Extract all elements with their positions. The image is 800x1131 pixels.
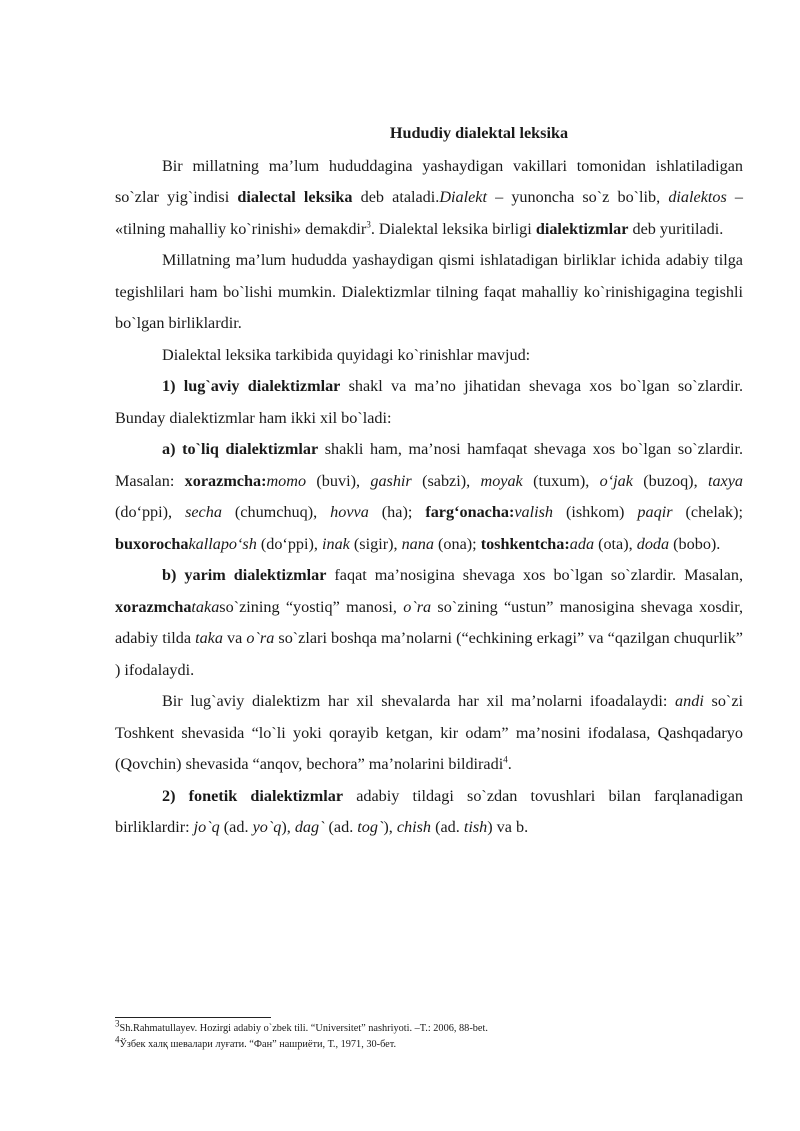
footnote-text: Sh.Rahmatullayev. Hozirgi adabiy o`zbek tili. “Universitet” nashriyoti. –T.: 2006, 88-bet. bbox=[119, 1023, 488, 1034]
text: deb yuritiladi. bbox=[628, 219, 724, 238]
label-toshkentcha: toshkentcha: bbox=[480, 534, 570, 553]
paragraph-6 bbox=[115, 560, 743, 686]
paragraph-5 bbox=[115, 434, 743, 560]
text: ), bbox=[281, 818, 295, 836]
example-word: ada bbox=[569, 534, 595, 553]
footnote-ref-4: 4 bbox=[503, 754, 508, 765]
text: (buzoq), bbox=[632, 471, 708, 490]
example-word: o`ra bbox=[403, 597, 432, 616]
text: (sabzi), bbox=[411, 471, 481, 490]
term-dialectal-leksika: dialectal leksika bbox=[237, 188, 353, 206]
example-word: o‘jak bbox=[599, 471, 633, 490]
example-word: tish bbox=[463, 818, 488, 836]
text: shakl va ma’no jihatidan shevaga xos bo`lgan so`zlardir. Bunday dialektizmlar ham ikki xil bo`ladi: bbox=[115, 377, 743, 427]
page-title: Hududiy dialektal leksika bbox=[389, 124, 569, 142]
text: . Dialektal leksika birligi bbox=[370, 219, 536, 238]
text: so`zining “ustun” manosigina shevaga xosdir, adabiy tilda bbox=[115, 597, 744, 647]
text: so`zlari boshqa ma’nolarni (“echkining erkagi” va “qazilgan chuqurlik” ) ifodalaydi. bbox=[115, 629, 743, 679]
text: . bbox=[507, 755, 512, 773]
text: (ad. bbox=[219, 818, 253, 836]
example-word: doda bbox=[636, 534, 670, 553]
paragraph-3: Dialektal leksika tarkibida quyidagi ko`rinishlar mavjud: bbox=[162, 345, 531, 364]
text: faqat ma’nosigina shevaga xos bo`lgan so`zlardir. Masalan, bbox=[326, 566, 743, 584]
example-word: taxya bbox=[707, 471, 744, 490]
example-word: taka bbox=[191, 597, 220, 616]
example-word: valish bbox=[514, 503, 554, 521]
text: so`zining “yostiq” manosi, bbox=[219, 597, 404, 616]
heading-yarim: b) yarim dialektizmlar bbox=[162, 566, 327, 584]
example-word: hovva bbox=[330, 503, 369, 521]
paragraph-2: Millatning ma’lum hududda yashaydigan qismi ishlatadigan birliklar ichida adabiy tilga tegishlilari ham bo`lishi mumkin. Dialektizmlar tilning faqat mahalliy ko`rinishigagina tegishli bo`lgan birliklardir. bbox=[115, 251, 743, 332]
term-dialekt: Dialekt bbox=[439, 188, 487, 206]
example-word: inak bbox=[322, 534, 350, 553]
example-word: paqir bbox=[637, 503, 673, 521]
example-word: moyak bbox=[480, 471, 523, 490]
heading-fonetik: 2) fonetik dialektizmlar bbox=[162, 786, 344, 805]
example-word: nana bbox=[401, 534, 434, 553]
text: (ota), bbox=[594, 534, 637, 553]
label-fargonacha: farg‘onacha: bbox=[425, 503, 515, 521]
text: adabiy tildagi so`zdan tovushlari bilan farqlanadigan birliklardir: bbox=[115, 786, 743, 836]
text: (ad. bbox=[431, 818, 464, 836]
text: (ad. bbox=[324, 818, 358, 836]
text: (chumchuq), bbox=[221, 503, 331, 521]
document-body bbox=[115, 118, 743, 844]
text: shakli ham, ma’nosi hamfaqat shevaga xos bo`lgan so`zlardir. Masalan: bbox=[115, 440, 744, 490]
text: (ha); bbox=[368, 503, 426, 521]
footnote-3 bbox=[115, 1018, 755, 1037]
label-xorazmcha: xorazmcha: bbox=[184, 471, 267, 490]
example-word: taka bbox=[195, 629, 223, 647]
example-word: chish bbox=[396, 818, 432, 836]
footnote-4 bbox=[115, 1034, 755, 1053]
paragraph-8 bbox=[115, 781, 743, 844]
text: (do‘ppi), bbox=[115, 503, 186, 521]
example-word: dag` bbox=[294, 818, 325, 836]
footnote-separator bbox=[115, 1017, 271, 1018]
example-word: jo`q bbox=[193, 818, 220, 836]
label-xorazmcha: xorazmcha bbox=[115, 597, 192, 616]
example-word: momo bbox=[266, 471, 307, 490]
footnote-mark: 3 bbox=[115, 1018, 120, 1029]
text: deb ataladi. bbox=[352, 188, 440, 206]
text: (tuxum), bbox=[522, 471, 600, 490]
example-word: tog` bbox=[357, 818, 384, 836]
example-word: o`ra bbox=[246, 629, 275, 647]
paragraph-1 bbox=[115, 151, 743, 246]
text: (sigir), bbox=[349, 534, 402, 553]
text: (buvi), bbox=[306, 471, 371, 490]
text: (ona); bbox=[433, 534, 481, 553]
text: Bir lug`aviy dialektizm har xil shevalarda har xil ma’nolarni ifoadalaydi: bbox=[162, 692, 676, 710]
paragraph-4 bbox=[115, 371, 743, 434]
term-dialektos: dialektos bbox=[668, 188, 727, 206]
text: (do‘ppi), bbox=[256, 534, 322, 553]
example-word: gashir bbox=[370, 471, 412, 490]
example-word: yo`q bbox=[252, 818, 282, 836]
text: Bir millatning ma’lum hududdagina yashaydigan vakillari tomonidan ishlatiladigan so`zlar yig`indisi bbox=[115, 156, 743, 206]
paragraph-7 bbox=[115, 686, 743, 781]
text: (ishkom) bbox=[553, 503, 638, 521]
text: (bobo). bbox=[669, 534, 721, 553]
example-word: secha bbox=[185, 503, 222, 521]
footnote-text: Ўзбек халқ шевалари луғати. “Фан” нашриёти, Т., 1971, 30-бет. bbox=[119, 1039, 397, 1050]
term-dialektizmlar: dialektizmlar bbox=[535, 219, 629, 238]
footnotes bbox=[115, 1018, 755, 1053]
example-word: andi bbox=[675, 692, 704, 710]
text: (chelak); bbox=[672, 503, 744, 521]
heading-lugaviy: 1) lug`aviy dialektizmlar bbox=[162, 377, 341, 395]
heading-toliq: a) to`liq dialektizmlar bbox=[162, 440, 319, 458]
text: va bbox=[222, 629, 247, 647]
example-word: kallapo‘sh bbox=[188, 534, 257, 553]
text: – «tilning mahalliy ko`rinishi» demakdir bbox=[115, 188, 743, 238]
text: – yunoncha so`z bo`lib, bbox=[486, 188, 669, 206]
footnote-ref-3: 3 bbox=[366, 219, 371, 230]
label-buxorocha: buxorocha bbox=[115, 534, 189, 553]
text: ), bbox=[383, 818, 397, 836]
text: so`zi Toshkent shevasida “lo`li yoki qorayib ketgan, kir odam” ma’nosini ifodalasa, Qashqadaryo (Qovchin) shevasida “anqov, bechora” ma’nolarini bildiradi bbox=[115, 692, 743, 773]
text: ) va b. bbox=[487, 818, 529, 836]
footnote-mark: 4 bbox=[115, 1034, 120, 1045]
